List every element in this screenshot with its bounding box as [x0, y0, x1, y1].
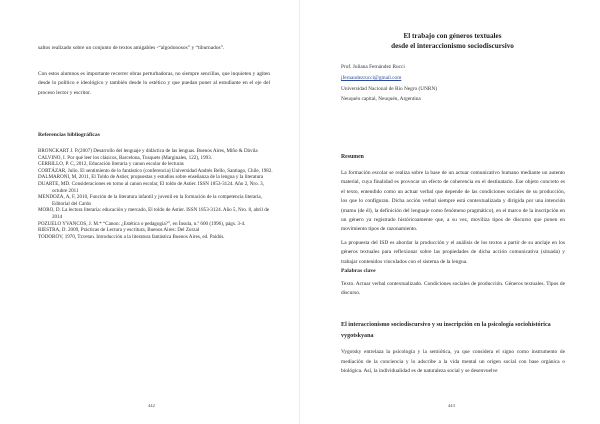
keywords-heading: Palabras clave [341, 268, 376, 274]
reference-item: CALVINO, I. Por qué leer los clásicos, Barcelona, Tusquets (Marginales, 122), 1993. [38, 154, 213, 161]
title-line-1: El trabajo con géneros textuales [403, 32, 502, 40]
resumen-heading: Resumen [341, 154, 364, 160]
author-institution: Universidad Nacional de Río Negro (UNRN) [341, 85, 438, 92]
left-paragraph-2: Con estos alumnos es importante recorrer obras perturbadoras, no siempre sencillas, que inquieten y agiten desde lo político e ideológico y también desde lo estético y que puedan poner al estudiante en el eje del proceso lector y escritor. [38, 71, 270, 96]
references-list [38, 148, 274, 240]
reference-item: POZUELO YVANCOS, J. M.* “Canon: ¿Estética o pedagogía?”, en Ínsula, n.º 600 (1996), págs. 3-4. [38, 220, 246, 227]
title-line-2: desde el interaccionismo sociodiscursivo [391, 42, 514, 50]
author-name: Prof. Juliana Fernández Rucci [341, 64, 405, 70]
reference-item: BRONCKART J. P.(2007) Desarrollo del lenguaje y didáctica de las lenguas. Buenos Aires, Miño & Dávila [38, 148, 258, 154]
author-location: Neuquén capital, Neuquén, Argentina [341, 96, 421, 103]
reference-item: TODOROV, 1970, Tzvetan. Introducción a la literatura fantástica Buenos Aires, ed. Paidós. [38, 233, 225, 240]
right-page-number: 443 [448, 403, 455, 408]
reference-item: RIESTRA, D. 2009, Prácticas de Lectura y escritura, Buenos Aires: Del Zorzal [38, 227, 200, 234]
author-email-link[interactable]: jfernandezrucci@gmail.com [341, 74, 402, 81]
reference-item: MORO, D. La lectura literaria: educación y mercado, El toldo de Astier. ISSN 1853-3124. Año 5, Nro. 8, abril de 2014 [38, 207, 270, 220]
resumen-paragraph-1: La formación escolar se realiza sobre la base de un actuar comunicativo humano mediante un autento material, cuya finalidad es provocar un efecto de coherencia en el destinatario. Ese objeto concreto es el texto, entendido como un actuar verbal que depende de las condiciones sociales de su producción, los que lo configuran. Dicha acción verbal siempre está contextualizada y dirigida por una intención (mamu (de él), la definición del lenguaje como fenómeno pragmático), en el marco de la inscripción en un género ya registrado histórico​amente que, a su vez, moviliza tipos de discurso que ponen en movimiento tipos de razonamiento. [341, 170, 565, 233]
section-heading: El interaccionismo sociodiscursivo y su inscripción en la psicología sociohistórica vygotskyana [341, 322, 551, 339]
reference-item: DUARTE, MD. Consideraciones en torno al canon escolar, El toldo de Astier. ISSN 1853-3124. Año 2, Nro. 3, octubre 2011 [38, 180, 264, 194]
keywords-text: Texto. Actuar verbal contextualizado. Condiciones sociales de producción. Géneros textuales. Tipos de discurso. [341, 281, 565, 297]
reference-item: CORTÁZAR, Julio. El sentimiento de lo fantástico (conferencia) Universidad Andrés Bello, Santiago, Chile, 1982. [38, 167, 273, 174]
reference-item: CERRILLO, P. C, 2012, Educación literaria y canon escolar de lecturas [38, 161, 184, 168]
left-paragraph-1: saltos realizado sobre un conjunto de textos amigables -“algodonosos” y “tiburnados”. [38, 45, 225, 51]
article-title [340, 31, 565, 51]
references-heading: Referencias bibliográficas [38, 132, 100, 138]
reference-item: MENDOZA, A, F, 2010, Función de la literatura infantil y juvenil en la formación de la competencia literaria, Editorial del Cardo [38, 194, 262, 207]
section-body: Vygotsky entrelaza la psicología y la semiótica, ya que considera el signo como instrumento de mediación de la conciencia y lo adscribe a la vida mental un origen social con base orgánica o biológica. Así, la individualidad es de naturaleza social y se desenvuelve [341, 349, 565, 375]
left-page-number: 442 [148, 403, 155, 408]
resumen-body [341, 169, 565, 271]
author-block [341, 62, 437, 105]
reference-item: DALMARONI, M, 2011, El Toldo de Astier, propuestas y estudios sobre enseñanza de la lengua y la literatura [38, 174, 264, 181]
resumen-paragraph-2: La propuesta del ISD es abordar la producción y el análisis de los textos a partir de su anclaje en los géneros textuales para reflexionar sobre las propiedades de dicha acción comunicativa (situada) y trabajar contenidos vinculados con el sistema de la lengua. [341, 239, 565, 265]
